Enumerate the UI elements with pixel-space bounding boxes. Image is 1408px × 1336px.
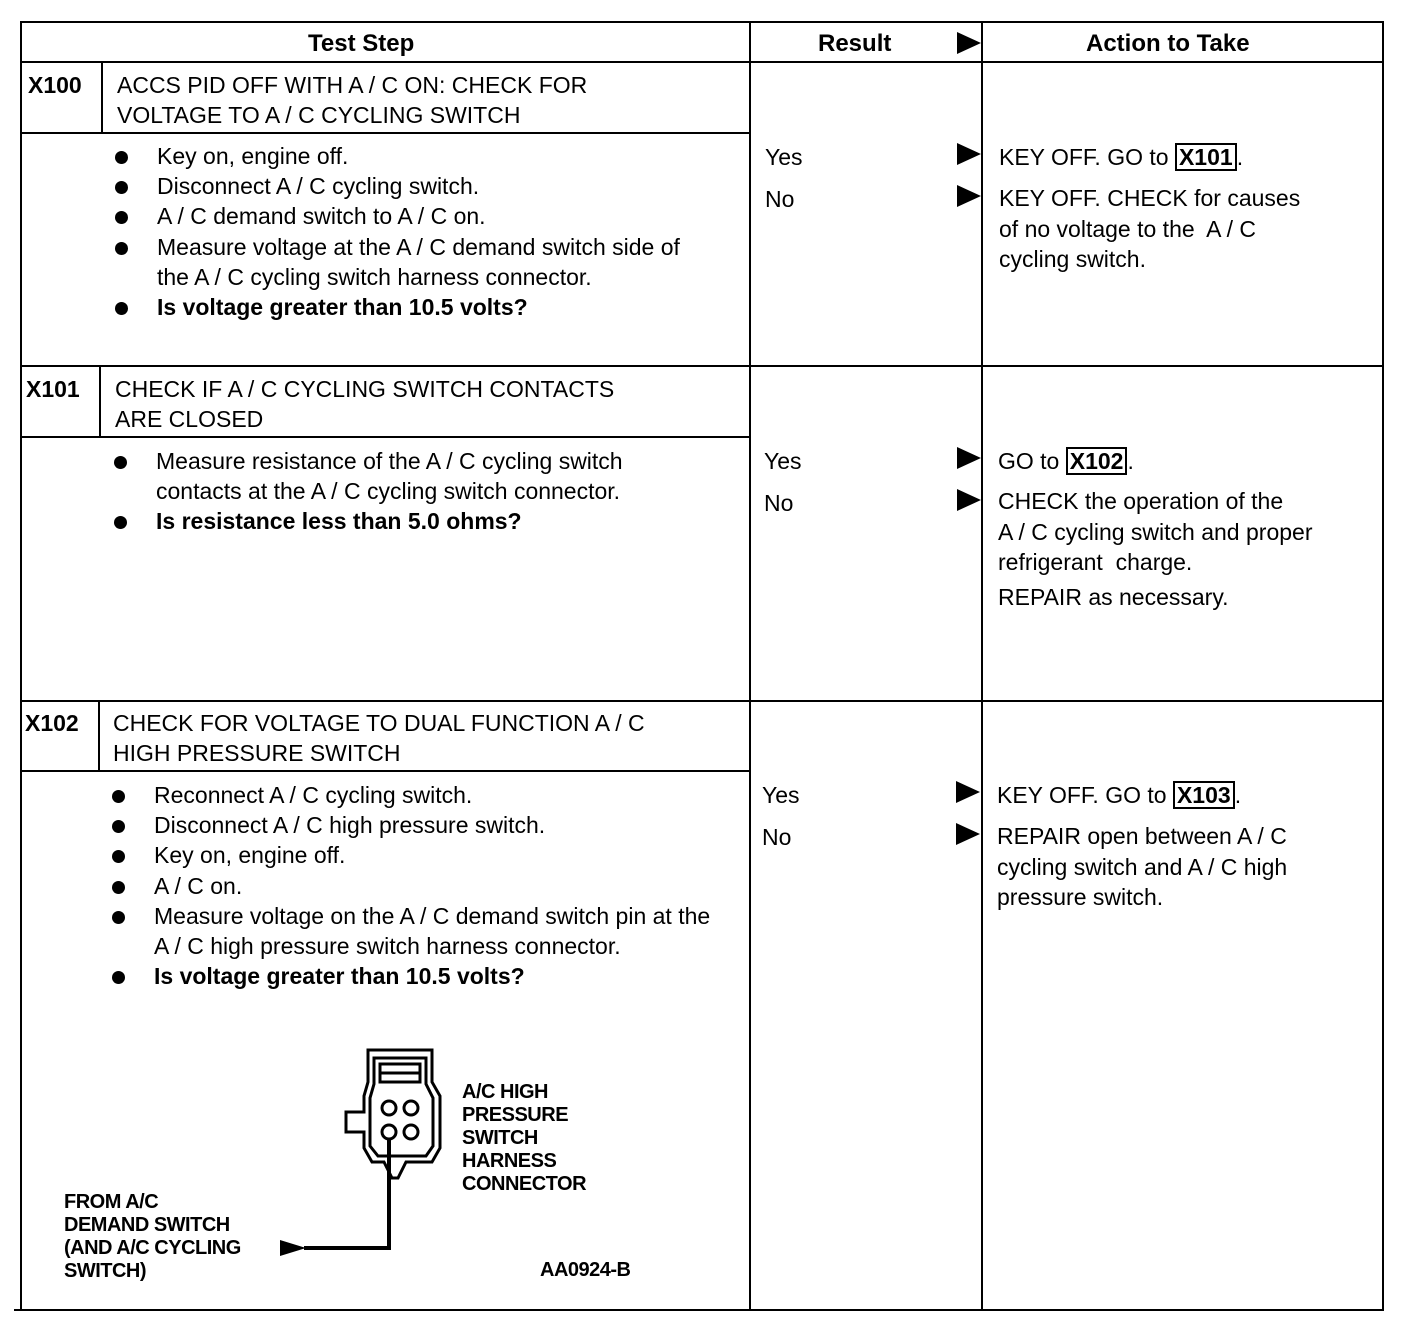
result-no: No [765, 186, 795, 212]
step-reference-x102: X102 [1066, 447, 1128, 475]
harness-connector-icon [280, 1040, 460, 1260]
header-arrow-icon [957, 32, 981, 54]
arrow-icon [957, 447, 981, 469]
instruction-item: Measure resistance of the A / C cycling switch contacts at the A / C cycling switch connector. [114, 446, 714, 506]
figure-code: AA0924-B [540, 1259, 631, 1281]
action-yes: KEY OFF. GO to X101 . [999, 144, 1244, 170]
instruction-item: Key on, engine off. [112, 840, 712, 870]
arrow-icon [957, 143, 981, 165]
instruction-item: A / C on. [112, 871, 712, 901]
instruction-item: Disconnect A / C cycling switch. [115, 171, 715, 201]
instruction-question: Is resistance less than 5.0 ohms? [114, 506, 714, 536]
header-action: Action to Take [1086, 30, 1250, 57]
action-no: KEY OFF. CHECK for causes of no voltage to the A / C cycling switch. [999, 185, 1301, 272]
arrow-icon [956, 823, 980, 845]
step-id: X101 [26, 376, 80, 402]
instruction-item: Disconnect A / C high pressure switch. [112, 810, 712, 840]
header-test-step: Test Step [308, 30, 415, 57]
instruction-item: Reconnect A / C cycling switch. [112, 780, 712, 810]
step-reference-x103: X103 [1173, 781, 1235, 809]
arrow-icon [957, 489, 981, 511]
instruction-item: Measure voltage at the A / C demand switch side of the A / C cycling switch harness connector. [115, 232, 715, 292]
step-title: CHECK IF A / C CYCLING SWITCH CONTACTS ARE CLOSED [115, 376, 615, 432]
action-yes: GO to X102 . [998, 448, 1134, 474]
arrow-icon [956, 781, 980, 803]
action-no: REPAIR open between A / C cycling switch and A / C high pressure switch. [997, 823, 1288, 910]
arrow-icon [957, 185, 981, 207]
instruction-item: Measure voltage on the A / C demand switch pin at the A / C high pressure switch harness connector. [112, 901, 712, 961]
step-title: CHECK FOR VOLTAGE TO DUAL FUNCTION A / C HIGH PRESSURE SWITCH [113, 710, 645, 766]
action-no: CHECK the operation of the A / C cycling switch and proper refrigerant charge. REPAIR as necessary. [998, 488, 1313, 610]
result-no: No [764, 490, 794, 516]
step-id: X102 [25, 710, 79, 736]
instruction-item: Key on, engine off. [115, 141, 715, 171]
result-yes: Yes [764, 448, 802, 474]
header-result: Result [818, 30, 892, 57]
step-title: ACCS PID OFF WITH A / C ON: CHECK FOR VOLTAGE TO A / C CYCLING SWITCH [117, 72, 588, 128]
connector-label: A/C HIGH PRESSURE SWITCH HARNESS CONNECTOR [462, 1081, 587, 1195]
result-yes: Yes [762, 782, 800, 808]
step-reference-x101: X101 [1175, 143, 1237, 171]
step-instructions [112, 780, 712, 991]
result-yes: Yes [765, 144, 803, 170]
step-id: X100 [28, 72, 82, 98]
action-yes: KEY OFF. GO to X103 . [997, 782, 1242, 808]
step-instructions [114, 446, 714, 537]
source-label: FROM A/C DEMAND SWITCH (AND A/C CYCLING SWITCH) [64, 1191, 241, 1282]
instruction-item: A / C demand switch to A / C on. [115, 201, 715, 231]
instruction-question: Is voltage greater than 10.5 volts? [115, 292, 715, 322]
step-instructions [115, 141, 715, 322]
result-no: No [762, 824, 792, 850]
instruction-question: Is voltage greater than 10.5 volts? [112, 961, 712, 991]
